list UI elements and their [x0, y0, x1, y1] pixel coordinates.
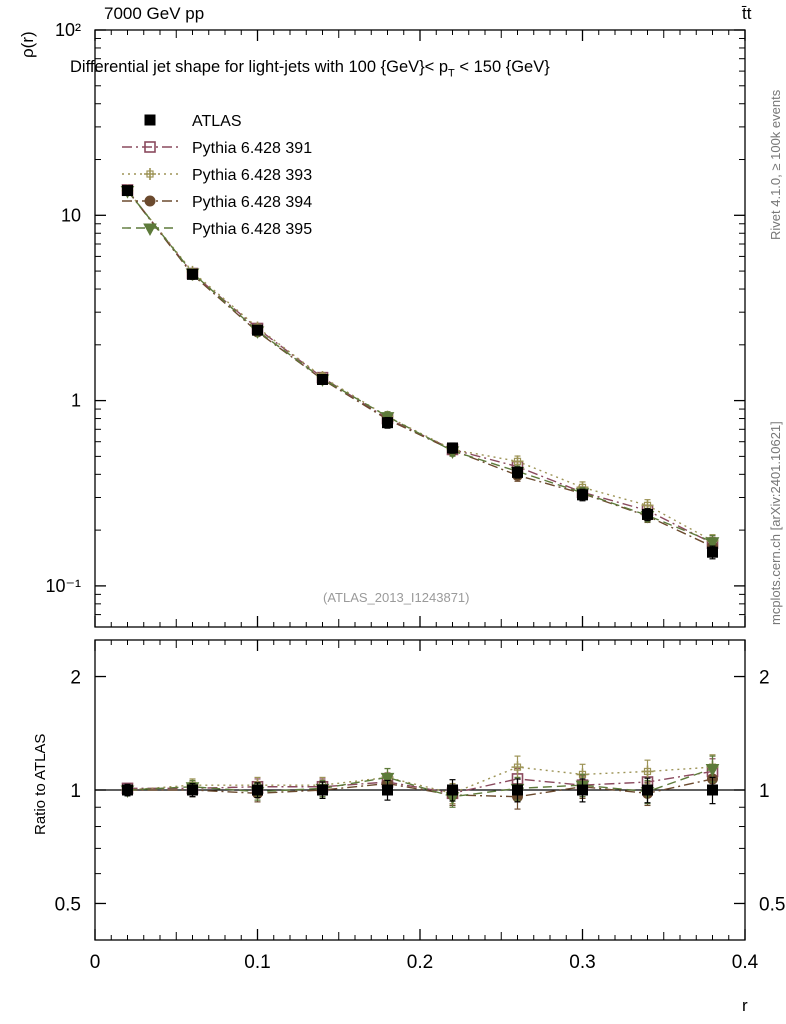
data-marker	[512, 761, 524, 773]
data-marker	[578, 785, 588, 795]
ratio-y-tick-label-right: 1	[759, 781, 770, 802]
data-marker	[253, 325, 263, 335]
main-line	[128, 190, 713, 543]
y-tick-label: 10	[60, 205, 81, 226]
legend-label: Pythia 6.428 391	[192, 140, 313, 157]
legend-label: Pythia 6.428 395	[192, 221, 313, 238]
x-axis-label: r	[742, 996, 748, 1015]
legend-label: Pythia 6.428 394	[192, 194, 313, 211]
data-marker	[318, 785, 328, 795]
data-marker	[123, 186, 133, 196]
data-marker	[513, 785, 523, 795]
legend-label: ATLAS	[192, 113, 242, 130]
y-axis-label: ρ(r)	[18, 31, 37, 58]
y-tick-label: 10²	[54, 20, 81, 40]
header-left-label: 7000 GeV pp	[104, 4, 205, 23]
ratio-y-tick-label-right: 0.5	[759, 894, 786, 916]
data-marker	[448, 785, 458, 795]
x-tick-label: 0.2	[406, 952, 434, 973]
data-marker	[643, 785, 653, 795]
plot-title-rest: < 150 {GeV}	[454, 58, 550, 76]
data-marker	[144, 168, 156, 180]
data-marker	[643, 509, 653, 519]
x-tick-label: 0.3	[569, 952, 596, 973]
ratio-y-tick-label: 0.5	[54, 894, 81, 916]
data-marker	[383, 785, 393, 795]
y-tick-label: 10⁻¹	[45, 575, 81, 596]
data-marker	[513, 467, 523, 477]
main-line	[128, 191, 713, 542]
data-marker	[318, 374, 328, 384]
y-tick-label: 1	[70, 390, 81, 411]
data-marker	[145, 115, 155, 125]
ratio-y-axis-label: Ratio to ATLAS	[32, 733, 49, 835]
data-marker	[578, 490, 588, 500]
data-marker	[188, 269, 198, 279]
main-line	[128, 191, 713, 541]
header-right-label: t̄t	[742, 4, 752, 23]
right-label-mcplots: mcplots.cern.ch [arXiv:2401.10621]	[768, 421, 783, 625]
right-label-rivet: Rivet 4.1.0, ≥ 100k events	[768, 89, 783, 240]
x-tick-label: 0.1	[244, 952, 271, 973]
ratio-y-tick-label: 1	[70, 781, 81, 802]
x-tick-label: 0.4	[731, 952, 759, 973]
data-marker	[145, 196, 155, 206]
plot-title-subscript: T	[448, 67, 455, 80]
main-line	[128, 191, 713, 547]
data-marker	[188, 785, 198, 795]
ratio-y-tick-label-right: 2	[759, 667, 770, 689]
data-marker	[383, 418, 393, 428]
data-marker	[642, 765, 654, 777]
ratio-y-tick-label: 2	[70, 667, 81, 689]
data-marker	[144, 224, 156, 235]
legend-label: Pythia 6.428 393	[192, 167, 313, 184]
data-marker	[448, 443, 458, 453]
data-marker	[708, 785, 718, 795]
data-marker	[253, 785, 263, 795]
ratio-line	[128, 767, 713, 793]
dataset-watermark: (ATLAS_2013_I1243871)	[323, 590, 470, 605]
plot-title-main: Differential jet shape for light-jets with 100 {GeV}< p	[70, 58, 449, 76]
x-tick-label: 0	[89, 952, 101, 973]
data-marker	[708, 547, 718, 557]
data-marker	[123, 785, 133, 795]
